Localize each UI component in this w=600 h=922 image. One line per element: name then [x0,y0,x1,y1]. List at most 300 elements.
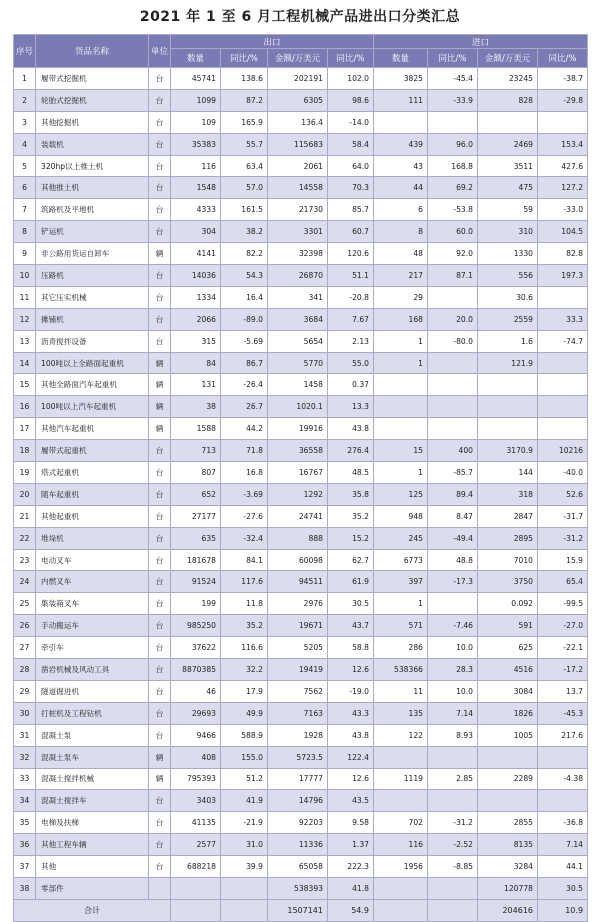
cell-import-amount: 30.6 [478,286,538,308]
cell-seq: 20 [14,483,36,505]
cell-export-amount: 5723.5 [268,746,328,768]
cell-name: 混凝土泵车 [36,746,149,768]
cell-name: 100吨以上汽车起重机 [36,396,149,418]
cell-export-yoy: 17.9 [221,680,268,702]
cell-export-amount: 19419 [268,659,328,681]
table-row [14,199,588,221]
cell-export-amount: 5770 [268,352,328,374]
cell-export-qty: 1099 [171,89,221,111]
cell-export-yoy: 51.2 [221,768,268,790]
cell-seq: 35 [14,812,36,834]
cell-import-yoy [428,286,478,308]
cell-export-qty: 3403 [171,790,221,812]
cell-import-amount: 475 [478,177,538,199]
cell-name: 履带式挖掘机 [36,68,149,90]
cell-unit: 辆 [149,374,171,396]
cell-export-amount: 5654 [268,330,328,352]
table-row [14,527,588,549]
cell-seq: 7 [14,199,36,221]
cell-unit: 台 [149,615,171,637]
cell-export-amount-yoy: 55.0 [328,352,374,374]
cell-seq: 6 [14,177,36,199]
cell-import-yoy [428,374,478,396]
cell-export-qty: 27177 [171,505,221,527]
cell-unit: 台 [149,571,171,593]
cell-seq: 38 [14,877,36,899]
cell-export-amount-yoy: 98.6 [328,89,374,111]
cell-name: 履带式起重机 [36,440,149,462]
cell-import-amount [478,790,538,812]
cell-import-qty: 948 [374,505,428,527]
table-row [14,89,588,111]
cell-export-amount: 11336 [268,834,328,856]
table-body [14,68,588,900]
cell-export-amount-yoy: 43.3 [328,702,374,724]
cell-unit: 台 [149,834,171,856]
cell-export-yoy [221,877,268,899]
cell-export-yoy: -32.4 [221,527,268,549]
cell-export-yoy: 49.9 [221,702,268,724]
cell-import-amount-yoy: -17.2 [538,659,588,681]
cell-import-amount [478,418,538,440]
cell-import-amount-yoy: 30.5 [538,877,588,899]
cell-import-amount-yoy [538,111,588,133]
cell-empty [374,899,428,921]
cell-import-yoy: 2.85 [428,768,478,790]
cell-export-amount: 32398 [268,243,328,265]
cell-seq: 11 [14,286,36,308]
cell-seq: 12 [14,308,36,330]
cell-export-qty: 408 [171,746,221,768]
cell-seq: 29 [14,680,36,702]
cell-export-amount: 6305 [268,89,328,111]
cell-import-yoy [428,790,478,812]
cell-import-amount: 591 [478,615,538,637]
cell-seq: 36 [14,834,36,856]
cell-export-qty: 91524 [171,571,221,593]
cell-import-yoy: -7.46 [428,615,478,637]
cell-import-amount-yoy: -33.0 [538,199,588,221]
cell-import-yoy [428,352,478,374]
cell-unit: 台 [149,330,171,352]
cell-export-qty: 9466 [171,724,221,746]
cell-unit: 台 [149,856,171,878]
cell-import-yoy: 28.3 [428,659,478,681]
cell-export-qty: 985250 [171,615,221,637]
cell-import-yoy: -45.4 [428,68,478,90]
cell-import-amount-yoy: 52.6 [538,483,588,505]
cell-name: 堆垛机 [36,527,149,549]
cell-export-qty: 713 [171,440,221,462]
cell-import-qty [374,374,428,396]
cell-export-yoy: 11.8 [221,593,268,615]
cell-name: 其他全路面汽车起重机 [36,374,149,396]
cell-import-yoy: -31.2 [428,812,478,834]
cell-seq: 18 [14,440,36,462]
cell-seq: 24 [14,571,36,593]
cell-unit: 台 [149,659,171,681]
cell-export-qty: 109 [171,111,221,133]
cell-export-yoy: 35.2 [221,615,268,637]
cell-export-qty: 2066 [171,308,221,330]
cell-export-yoy: 86.7 [221,352,268,374]
cell-export-amount: 538393 [268,877,328,899]
cell-name: 隧道掘进机 [36,680,149,702]
cell-import-amount [478,111,538,133]
cell-export-amount: 2061 [268,155,328,177]
cell-import-amount: 144 [478,462,538,484]
cell-export-amount-yoy: 51.1 [328,265,374,287]
cell-import-yoy: -49.4 [428,527,478,549]
cell-name: 塔式起重机 [36,462,149,484]
table-row [14,111,588,133]
cell-seq: 23 [14,549,36,571]
cell-name: 装载机 [36,133,149,155]
cell-export-yoy: 588.9 [221,724,268,746]
table-row [14,834,588,856]
cell-export-qty: 807 [171,462,221,484]
cell-import-amount: 1.6 [478,330,538,352]
cell-seq: 5 [14,155,36,177]
cell-export-yoy: 44.2 [221,418,268,440]
cell-import-amount: 120778 [478,877,538,899]
cell-seq: 32 [14,746,36,768]
cell-import-qty: 3825 [374,68,428,90]
cell-export-amount-yoy: 12.6 [328,768,374,790]
cell-import-amount: 556 [478,265,538,287]
cell-seq: 34 [14,790,36,812]
cell-import-amount-yoy [538,790,588,812]
cell-export-amount-yoy: -14.0 [328,111,374,133]
cell-export-amount-yoy: 13.3 [328,396,374,418]
cell-unit: 台 [149,462,171,484]
cell-export-yoy: 38.2 [221,221,268,243]
cell-seq: 19 [14,462,36,484]
cell-export-qty: 116 [171,155,221,177]
cell-name: 320hp以上推土机 [36,155,149,177]
cell-name: 零部件 [36,877,149,899]
header-seq: 序号 [14,35,36,68]
cell-import-qty [374,418,428,440]
cell-seq: 2 [14,89,36,111]
cell-import-qty [374,877,428,899]
cell-export-qty: 652 [171,483,221,505]
cell-export-amount-yoy: 58.8 [328,637,374,659]
cell-unit: 台 [149,133,171,155]
cell-import-amount-yoy: 127.2 [538,177,588,199]
cell-seq: 31 [14,724,36,746]
cell-import-amount-yoy: 7.14 [538,834,588,856]
cell-import-qty: 43 [374,155,428,177]
cell-import-amount-yoy [538,746,588,768]
cell-import-qty: 29 [374,286,428,308]
cell-export-qty: 181678 [171,549,221,571]
cell-export-amount-yoy: 43.5 [328,790,374,812]
cell-import-yoy: -85.7 [428,462,478,484]
cell-import-qty: 168 [374,308,428,330]
table-row [14,133,588,155]
cell-unit: 台 [149,483,171,505]
cell-import-amount: 3284 [478,856,538,878]
cell-export-qty: 1334 [171,286,221,308]
cell-export-qty: 795393 [171,768,221,790]
cell-name: 混凝土搅拌机械 [36,768,149,790]
cell-import-amount: 625 [478,637,538,659]
cell-export-yoy: 82.2 [221,243,268,265]
cell-name: 凿岩机械及风动工具 [36,659,149,681]
total-export-amount: 1507141 [268,899,328,921]
cell-unit [149,877,171,899]
cell-unit: 台 [149,812,171,834]
cell-import-amount: 3750 [478,571,538,593]
cell-export-amount-yoy: 120.6 [328,243,374,265]
cell-import-amount-yoy: -36.8 [538,812,588,834]
cell-export-amount-yoy: 7.67 [328,308,374,330]
cell-export-amount-yoy: 43.8 [328,724,374,746]
cell-import-amount: 4516 [478,659,538,681]
cell-import-amount-yoy: -31.7 [538,505,588,527]
cell-unit: 台 [149,89,171,111]
cell-seq: 26 [14,615,36,637]
cell-seq: 13 [14,330,36,352]
cell-export-yoy: 155.0 [221,746,268,768]
cell-unit: 台 [149,199,171,221]
cell-export-amount: 1458 [268,374,328,396]
cell-name: 其他汽车起重机 [36,418,149,440]
cell-import-yoy: -8.85 [428,856,478,878]
cell-export-amount: 888 [268,527,328,549]
cell-import-amount-yoy: -38.7 [538,68,588,90]
cell-import-amount-yoy: 153.4 [538,133,588,155]
cell-export-amount-yoy: 102.0 [328,68,374,90]
cell-import-amount [478,374,538,396]
cell-name: 其他起重机 [36,505,149,527]
cell-unit: 台 [149,680,171,702]
table-row [14,352,588,374]
cell-empty [428,899,478,921]
cell-export-amount: 1020.1 [268,396,328,418]
cell-export-amount: 65058 [268,856,328,878]
cell-export-qty: 1548 [171,177,221,199]
cell-export-amount-yoy: 43.8 [328,418,374,440]
table-row [14,483,588,505]
cell-export-amount: 36558 [268,440,328,462]
cell-seq: 8 [14,221,36,243]
cell-import-qty: 1 [374,330,428,352]
table-row [14,702,588,724]
cell-import-amount-yoy [538,418,588,440]
cell-name: 铲运机 [36,221,149,243]
cell-export-amount: 3684 [268,308,328,330]
cell-import-qty: 44 [374,177,428,199]
cell-import-amount-yoy: 13.7 [538,680,588,702]
cell-seq: 4 [14,133,36,155]
cell-import-amount-yoy: 104.5 [538,221,588,243]
cell-export-amount-yoy: 9.58 [328,812,374,834]
cell-import-yoy: 8.93 [428,724,478,746]
cell-export-amount: 17777 [268,768,328,790]
table-row [14,374,588,396]
cell-name: 混凝土搅拌车 [36,790,149,812]
cell-import-yoy: -80.0 [428,330,478,352]
cell-import-amount-yoy: 44.1 [538,856,588,878]
cell-import-amount-yoy: -74.7 [538,330,588,352]
cell-name: 100吨以上全路面起重机 [36,352,149,374]
cell-export-amount: 2976 [268,593,328,615]
page-title: 2021 年 1 至 6 月工程机械产品进出口分类汇总 [139,9,461,25]
cell-seq: 28 [14,659,36,681]
cell-import-yoy: 8.47 [428,505,478,527]
cell-export-qty [171,877,221,899]
header-import-yoy: 同比/% [428,49,478,68]
cell-seq: 10 [14,265,36,287]
cell-import-yoy [428,111,478,133]
cell-import-amount-yoy [538,352,588,374]
table-row [14,680,588,702]
total-import-amount: 204616 [478,899,538,921]
cell-name: 非公路用货运自卸车 [36,243,149,265]
cell-import-amount-yoy: 15.9 [538,549,588,571]
cell-export-yoy: 41.9 [221,790,268,812]
cell-import-qty [374,746,428,768]
cell-export-qty: 1588 [171,418,221,440]
cell-export-amount-yoy: 15.2 [328,527,374,549]
cell-import-qty: 6773 [374,549,428,571]
cell-import-amount-yoy: 427.6 [538,155,588,177]
cell-export-amount-yoy: 2.13 [328,330,374,352]
cell-export-amount: 7562 [268,680,328,702]
cell-seq: 9 [14,243,36,265]
cell-import-amount: 0.092 [478,593,538,615]
table-row [14,286,588,308]
cell-export-amount-yoy: 85.7 [328,199,374,221]
cell-import-amount-yoy [538,396,588,418]
cell-unit: 台 [149,286,171,308]
cell-export-amount: 14558 [268,177,328,199]
cell-import-amount-yoy: -4.38 [538,768,588,790]
cell-import-qty: 702 [374,812,428,834]
cell-unit: 辆 [149,352,171,374]
cell-empty [171,899,221,921]
cell-import-yoy: 10.0 [428,637,478,659]
cell-import-qty: 439 [374,133,428,155]
total-row [14,899,588,921]
cell-export-yoy: 71.8 [221,440,268,462]
cell-import-amount-yoy [538,286,588,308]
cell-export-amount: 7163 [268,702,328,724]
cell-export-amount-yoy: 12.6 [328,659,374,681]
cell-name: 手动搬运车 [36,615,149,637]
cell-import-yoy: 96.0 [428,133,478,155]
cell-seq: 16 [14,396,36,418]
cell-export-amount-yoy: 1.37 [328,834,374,856]
cell-import-yoy: 87.1 [428,265,478,287]
cell-unit: 台 [149,549,171,571]
cell-name: 其他 [36,856,149,878]
cell-unit: 台 [149,265,171,287]
cell-import-qty: 245 [374,527,428,549]
header-export-qty: 数量 [171,49,221,68]
table-row [14,396,588,418]
cell-export-yoy: 16.8 [221,462,268,484]
cell-import-amount: 3511 [478,155,538,177]
cell-export-qty: 46 [171,680,221,702]
cell-export-amount-yoy: 58.4 [328,133,374,155]
cell-unit: 辆 [149,768,171,790]
cell-export-qty: 45741 [171,68,221,90]
table-row [14,440,588,462]
cell-import-qty [374,790,428,812]
cell-import-yoy: 10.0 [428,680,478,702]
cell-name: 轮胎式挖掘机 [36,89,149,111]
cell-unit: 台 [149,593,171,615]
cell-export-amount-yoy: 0.37 [328,374,374,396]
cell-export-yoy: 117.6 [221,571,268,593]
table-row [14,637,588,659]
header-export-amount-yoy: 同比/% [328,49,374,68]
cell-import-amount [478,396,538,418]
cell-import-amount: 59 [478,199,538,221]
cell-import-qty: 48 [374,243,428,265]
cell-export-qty: 29693 [171,702,221,724]
cell-import-qty [374,396,428,418]
cell-import-yoy: 168.8 [428,155,478,177]
cell-export-yoy: -26.4 [221,374,268,396]
cell-import-qty: 122 [374,724,428,746]
total-export-amount-yoy: 54.9 [328,899,374,921]
cell-seq: 15 [14,374,36,396]
cell-seq: 25 [14,593,36,615]
table-row [14,177,588,199]
cell-export-amount: 26870 [268,265,328,287]
cell-export-amount: 136.4 [268,111,328,133]
cell-export-qty: 38 [171,396,221,418]
cell-import-amount: 828 [478,89,538,111]
cell-seq: 37 [14,856,36,878]
cell-import-yoy: -33.9 [428,89,478,111]
cell-seq: 14 [14,352,36,374]
cell-import-qty: 1 [374,352,428,374]
table-row [14,812,588,834]
cell-export-yoy: -89.0 [221,308,268,330]
header-import-amount-yoy: 同比/% [538,49,588,68]
header-unit: 单位 [149,35,171,68]
cell-import-yoy: 400 [428,440,478,462]
header-import: 进口 [374,35,588,49]
cell-import-yoy [428,593,478,615]
cell-name: 内燃叉车 [36,571,149,593]
table-row [14,418,588,440]
cell-import-qty: 135 [374,702,428,724]
cell-import-yoy: 20.0 [428,308,478,330]
cell-export-yoy: -3.69 [221,483,268,505]
cell-unit: 台 [149,790,171,812]
cell-import-qty: 1 [374,593,428,615]
cell-export-qty: 4333 [171,199,221,221]
cell-export-amount-yoy: 35.2 [328,505,374,527]
cell-export-amount: 60098 [268,549,328,571]
cell-import-yoy [428,746,478,768]
cell-name: 电梯及扶梯 [36,812,149,834]
cell-export-yoy: -5.69 [221,330,268,352]
cell-import-amount: 3084 [478,680,538,702]
cell-unit: 台 [149,308,171,330]
table-row [14,155,588,177]
cell-unit: 台 [149,68,171,90]
header-import-qty: 数量 [374,49,428,68]
cell-import-amount: 2895 [478,527,538,549]
cell-import-amount-yoy: 65.4 [538,571,588,593]
